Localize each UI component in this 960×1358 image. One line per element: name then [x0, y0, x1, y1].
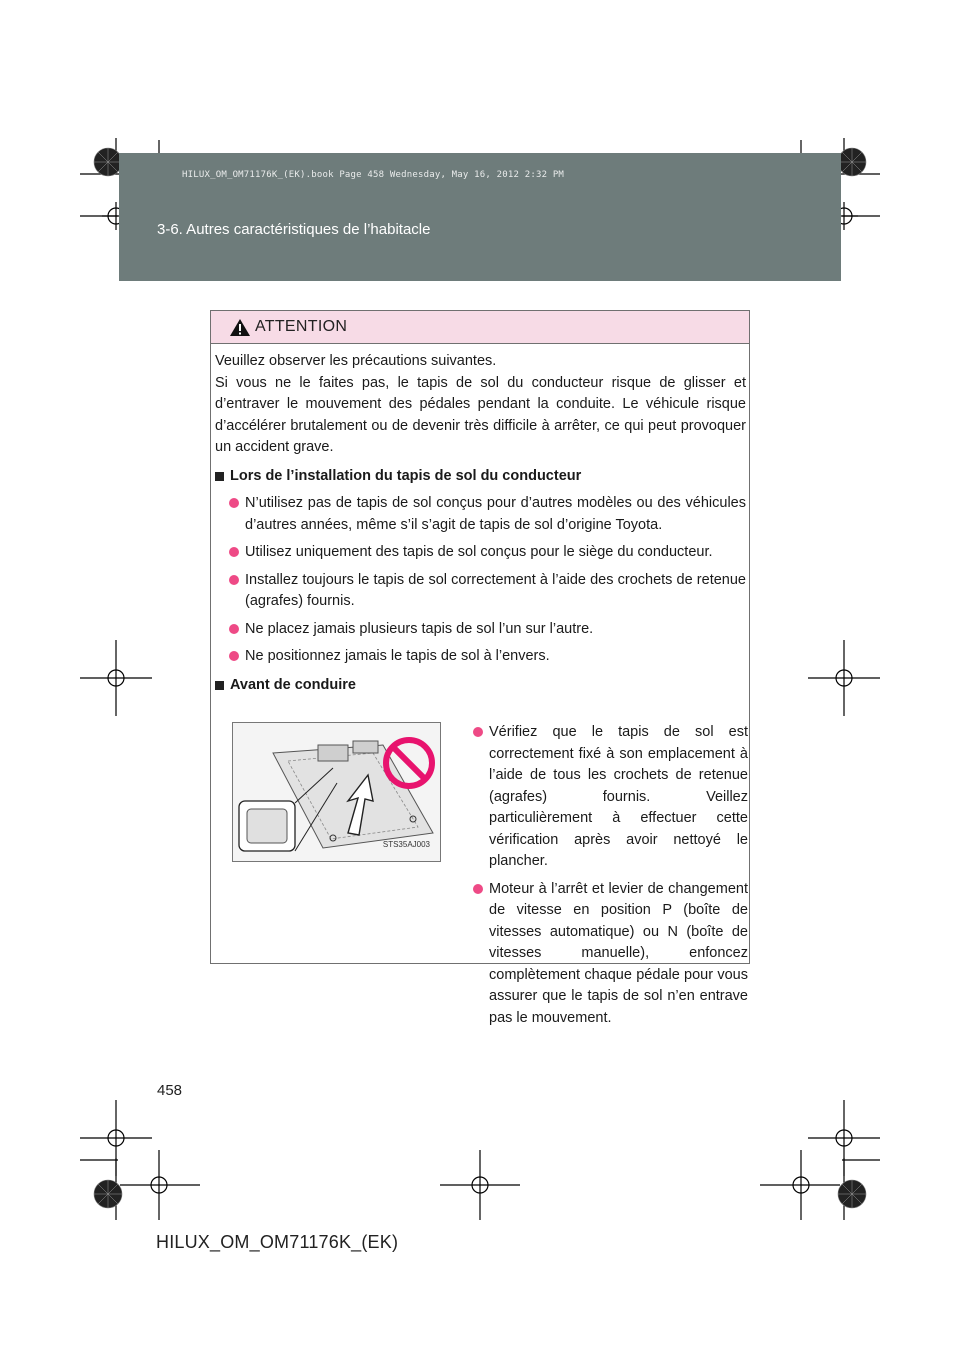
warning-body	[215, 351, 748, 1026]
bullet-dot-icon	[473, 727, 483, 737]
section-title: 3-6. Autres caractéristiques de l’habitacle	[157, 221, 431, 238]
list-item: Utilisez uniquement des tapis de sol conçus pour le siège du conducteur.	[215, 542, 746, 564]
subheading-drive: Avant de conduire	[215, 675, 746, 697]
bullet-dot-icon	[229, 575, 239, 585]
warning-box	[210, 310, 750, 1026]
list-item: Moteur à l’arrêt et levier de changement de vitesse en position P (boîte de vitesses automatique) ou N (boîte de vitesses manuelle), enfoncez complètement chaque pédale pour vous assurer que le tapis de sol n’en entrave pas le mouvement.	[473, 879, 748, 1030]
list-item: Installez toujours le tapis de sol correctement à l’aide des crochets de retenue (agrafes) fournis.	[215, 570, 746, 613]
book-stamp: HILUX_OM_OM71176K_(EK).book Page 458 Wednesday, May 16, 2012 2:32 PM	[182, 170, 565, 180]
bullet-dot-icon	[229, 547, 239, 557]
warning-triangle-icon	[229, 318, 251, 337]
list-item: N’utilisez pas de tapis de sol conçus pour d’autres modèles ou des véhicules d’autres années, même s’il s’agit de tapis de sol d’origine Toyota.	[215, 493, 746, 536]
bullet-dot-icon	[473, 884, 483, 894]
drive-bullets	[473, 716, 748, 1029]
floor-mat-illustration	[232, 722, 441, 862]
page-number: 458	[157, 1082, 183, 1099]
list-item: Vérifiez que le tapis de sol est correctement fixé à son emplacement à l’aide de tous les crochets de retenue (agrafes) fournis. Veillez particulièrement à effectuer cette vérification après avoir nettoyé le plancher.	[473, 722, 748, 873]
subheading-install: Lors de l’installation du tapis de sol du conducteur	[215, 466, 746, 488]
bullet-dot-icon	[229, 651, 239, 661]
square-bullet-icon	[215, 472, 224, 481]
figure-code: STS35AJ003	[382, 839, 430, 849]
square-bullet-icon	[215, 681, 224, 690]
bullet-dot-icon	[229, 624, 239, 634]
list-item: Ne placez jamais plusieurs tapis de sol l’un sur l’autre.	[215, 619, 746, 641]
intro-paragraph: Si vous ne le faites pas, le tapis de sol du conducteur risque de glisser et d’entraver le mouvement des pédales pendant la conduite. Le véhicule risque d’accélérer brutalement ou de devenir très difficile à arrêter, ce qui peut provoquer un accident grave.	[215, 374, 746, 455]
bullet-dot-icon	[229, 498, 239, 508]
list-item: Ne positionnez jamais le tapis de sol à l’envers.	[215, 646, 746, 668]
footer-code: HILUX_OM_OM71176K_(EK)	[156, 1232, 399, 1252]
warning-header	[211, 311, 749, 344]
intro-line: Veuillez observer les précautions suivantes.	[215, 353, 497, 369]
warning-title: ATTENTION	[255, 318, 348, 335]
